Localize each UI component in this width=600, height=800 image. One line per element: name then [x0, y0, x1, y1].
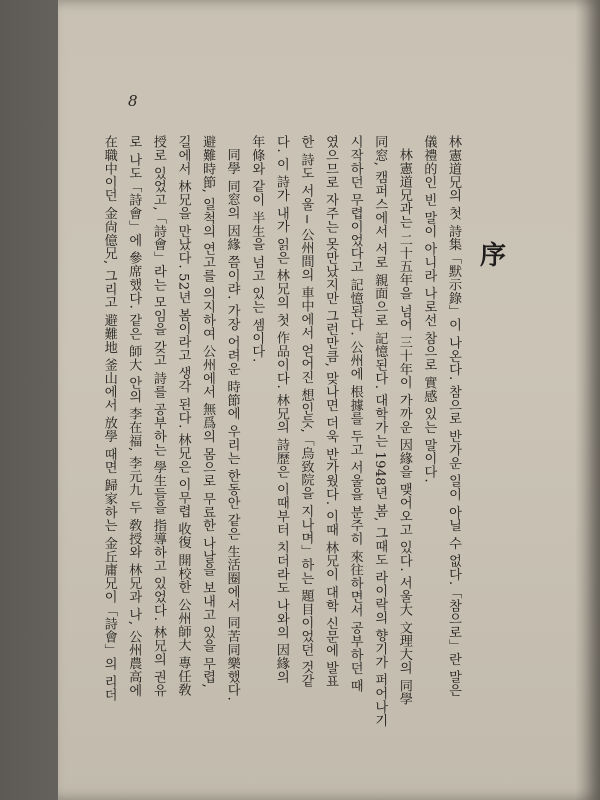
text-column-12: 길에서 林兄을 만났다. 52년 봄이라고 생각 된다. 林兄은 이무렵 收復 開校한 公州師大 專任敎	[175, 135, 191, 697]
text-column-15: 在職中이던 金尙億兄, 그리고 避難地 釜山에서 放學 때면 歸家하는 金丘庸兄이「詩會」의 리더	[101, 135, 117, 702]
text-column-9: 年條와 같이 半生을 넘고 있는 셈이다.	[249, 135, 265, 363]
page-edge-shadow	[575, 0, 600, 800]
text-column-1: 林憲道兄의 첫 詩集「默示錄」이 나온다. 참으로 반가운 일이 아닐 수 없다.「참으로」란 말은	[446, 135, 461, 697]
text-column-2: 儀禮的인 빈 말이 아니라 나로선 참으로 實感 있는 말이다.	[421, 135, 437, 483]
preface-body	[101, 135, 465, 765]
text-column-4: 同窓, 캠퍼스에서 서로 親面으로 記憶된다. 대학가는 1948년 봄, 그때도 라이락의 향기가 퍼어나기	[372, 135, 388, 727]
page-number: 8	[128, 92, 138, 110]
text-column-3: 林憲道兄과는 二十五年을 넘어 三十年이 가까운 因緣을 맺어오고 있다. 서울大 文理大의 同學	[396, 148, 412, 706]
text-column-6: 였으므로 자주는 못만났지만 그런만큼, 맞나면 더욱 반가웠다. 이때 林兄이 대학 신문에 발표	[323, 135, 339, 688]
text-column-13: 授로 있었고,「詩會」라는 모임을 갖고 詩를 공부하는 學生들을 指導하고 있었다. 林兄의 권유	[150, 135, 166, 697]
text-column-5: 시작하던 무렵이었다고 記憶된다. 公州에 根據를 두고 서울을 분주히 來往하면서 공부하던 때	[347, 135, 363, 693]
preface-heading: 序	[480, 241, 507, 271]
text-column-14: 로 나도「詩會」에 參席했다. 같은 師大 안의 李在福, 李元九 두 敎授와 林兄과 나, 公州農高에	[126, 135, 142, 697]
text-column-10: 同學 同窓의 因緣 쯤이랴. 가장 어려운 時節에 우리는 한동안 같은 生活圈에서 同苦同樂했다.	[224, 148, 240, 701]
text-column-7: 한 詩도 서울 ─ 公州間의 車中에서 얻어진 想인듯,「烏致院을 지나며」하는 題目이었던 것같	[298, 135, 314, 688]
text-column-11: 避難時節, 일척의 연고를 의지하여 公州에서 無爲의 몸으로 무료한 나날을 보내고 있을 무렵,	[200, 135, 216, 688]
text-column-8: 다. 이 詩가 내가 읽은 林兄의 첫 作品이다. 林兄의 詩歷은 이때부터 치더라도 나와의 因緣의	[273, 135, 289, 684]
